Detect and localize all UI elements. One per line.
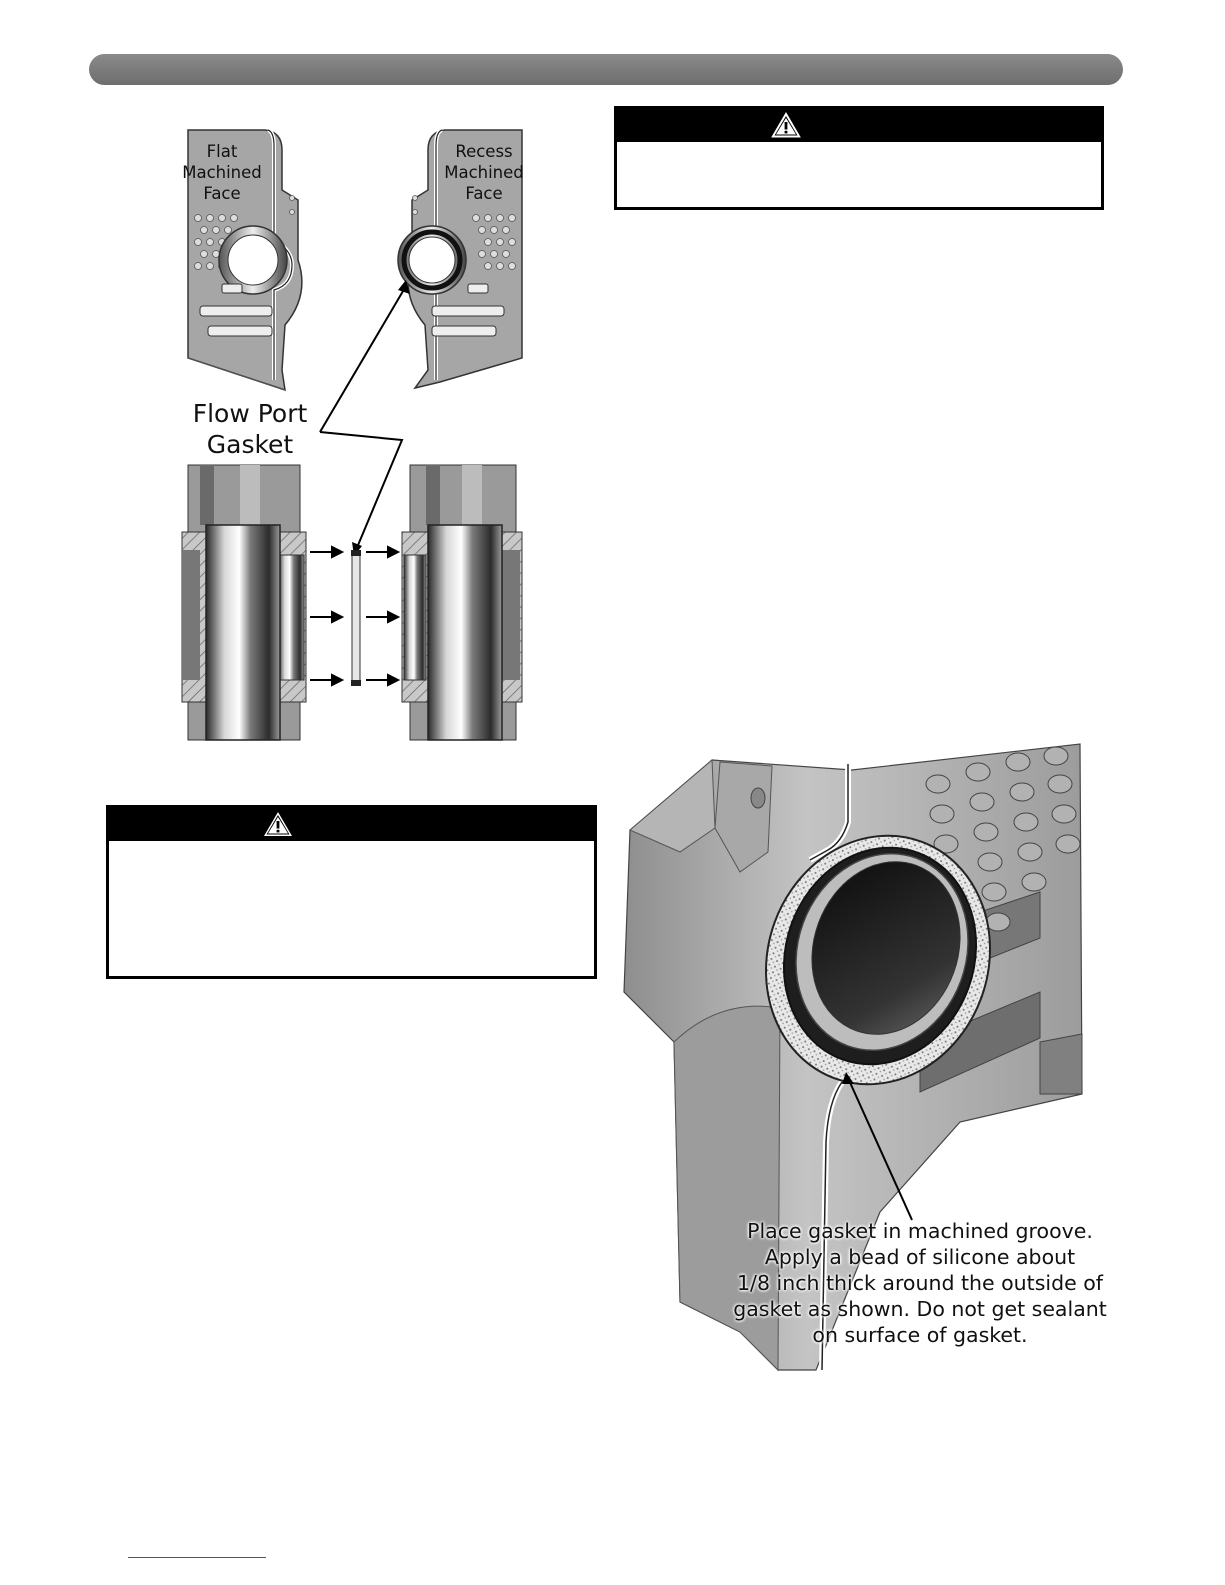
gasket-instruction-callout: Place gasket in machined groove. Apply a bead of silicone about 1/8 inch thick around the outside of gasket as shown. Do not get sealant on surface of gasket. [733,1219,1107,1347]
flow-port-gasket-label: Flow Port Gasket [192,399,308,459]
gasket-leader-line [320,286,406,432]
gasket-edge [351,550,361,686]
warning-box-top [614,106,1104,210]
warning-box-bottom [106,805,597,979]
left-pipe-section [182,465,306,740]
flat-face-label: Flat Machined Face [182,142,262,203]
warning-triangle-icon [262,810,294,838]
header-bar [89,54,1123,85]
warning-band [109,808,594,841]
warning-triangle-icon [770,111,802,139]
recess-face-label: Recess Machined Face [444,142,524,203]
footer-link-underline[interactable] [128,1557,266,1558]
warning-band [617,109,1101,142]
right-pipe-section [402,465,522,740]
